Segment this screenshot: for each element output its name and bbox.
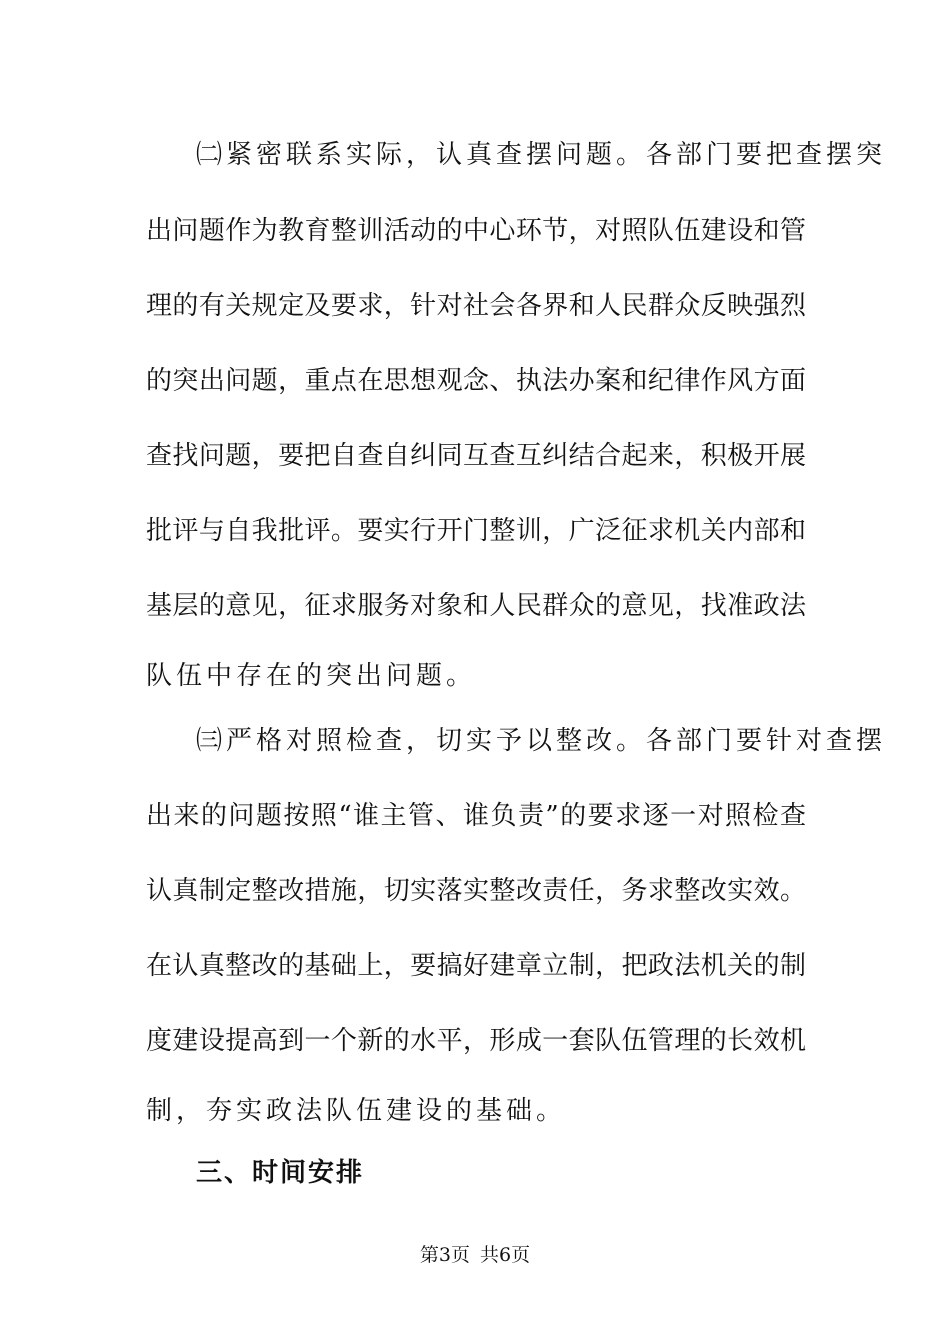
- section-heading: 三、时间安排: [196, 1158, 365, 1188]
- paragraph-line: 出来的问题按照“谁主管、谁负责”的要求逐一对照检查: [146, 801, 806, 831]
- paragraph-line: 队伍中存在的突出问题。: [146, 661, 477, 691]
- paragraph-line: ㈡紧密联系实际，认真查摆问题。各部门要把查摆突: [196, 140, 887, 170]
- paragraph-line: 理的有关规定及要求，针对社会各界和人民群众反映强烈: [146, 291, 806, 321]
- paragraph-line: 出问题作为教育整训活动的中心环节，对照队伍建设和管: [146, 216, 806, 246]
- page-footer: [0, 1243, 950, 1267]
- paragraph-line: 基层的意见，征求服务对象和人民群众的意见，找准政法: [146, 591, 806, 621]
- paragraph-line: ㈢严格对照检查，切实予以整改。各部门要针对查摆: [196, 726, 887, 756]
- paragraph-line: 制，夯实政法队伍建设的基础。: [146, 1096, 567, 1126]
- paragraph-line: 批评与自我批评。要实行开门整训，广泛征求机关内部和: [146, 516, 806, 546]
- total-pages: 共6页: [480, 1244, 531, 1266]
- paragraph-line: 在认真整改的基础上，要搞好建章立制，把政法机关的制: [146, 951, 806, 981]
- paragraph-line: 认真制定整改措施，切实落实整改责任，务求整改实效。: [146, 876, 806, 906]
- paragraph-line: 查找问题，要把自查自纠同互查互纠结合起来，积极开展: [146, 441, 806, 471]
- page-number: 第3页: [419, 1244, 470, 1266]
- paragraph-line: 度建设提高到一个新的水平，形成一套队伍管理的长效机: [146, 1026, 806, 1056]
- paragraph-line: 的突出问题，重点在思想观念、执法办案和纪律作风方面: [146, 366, 806, 396]
